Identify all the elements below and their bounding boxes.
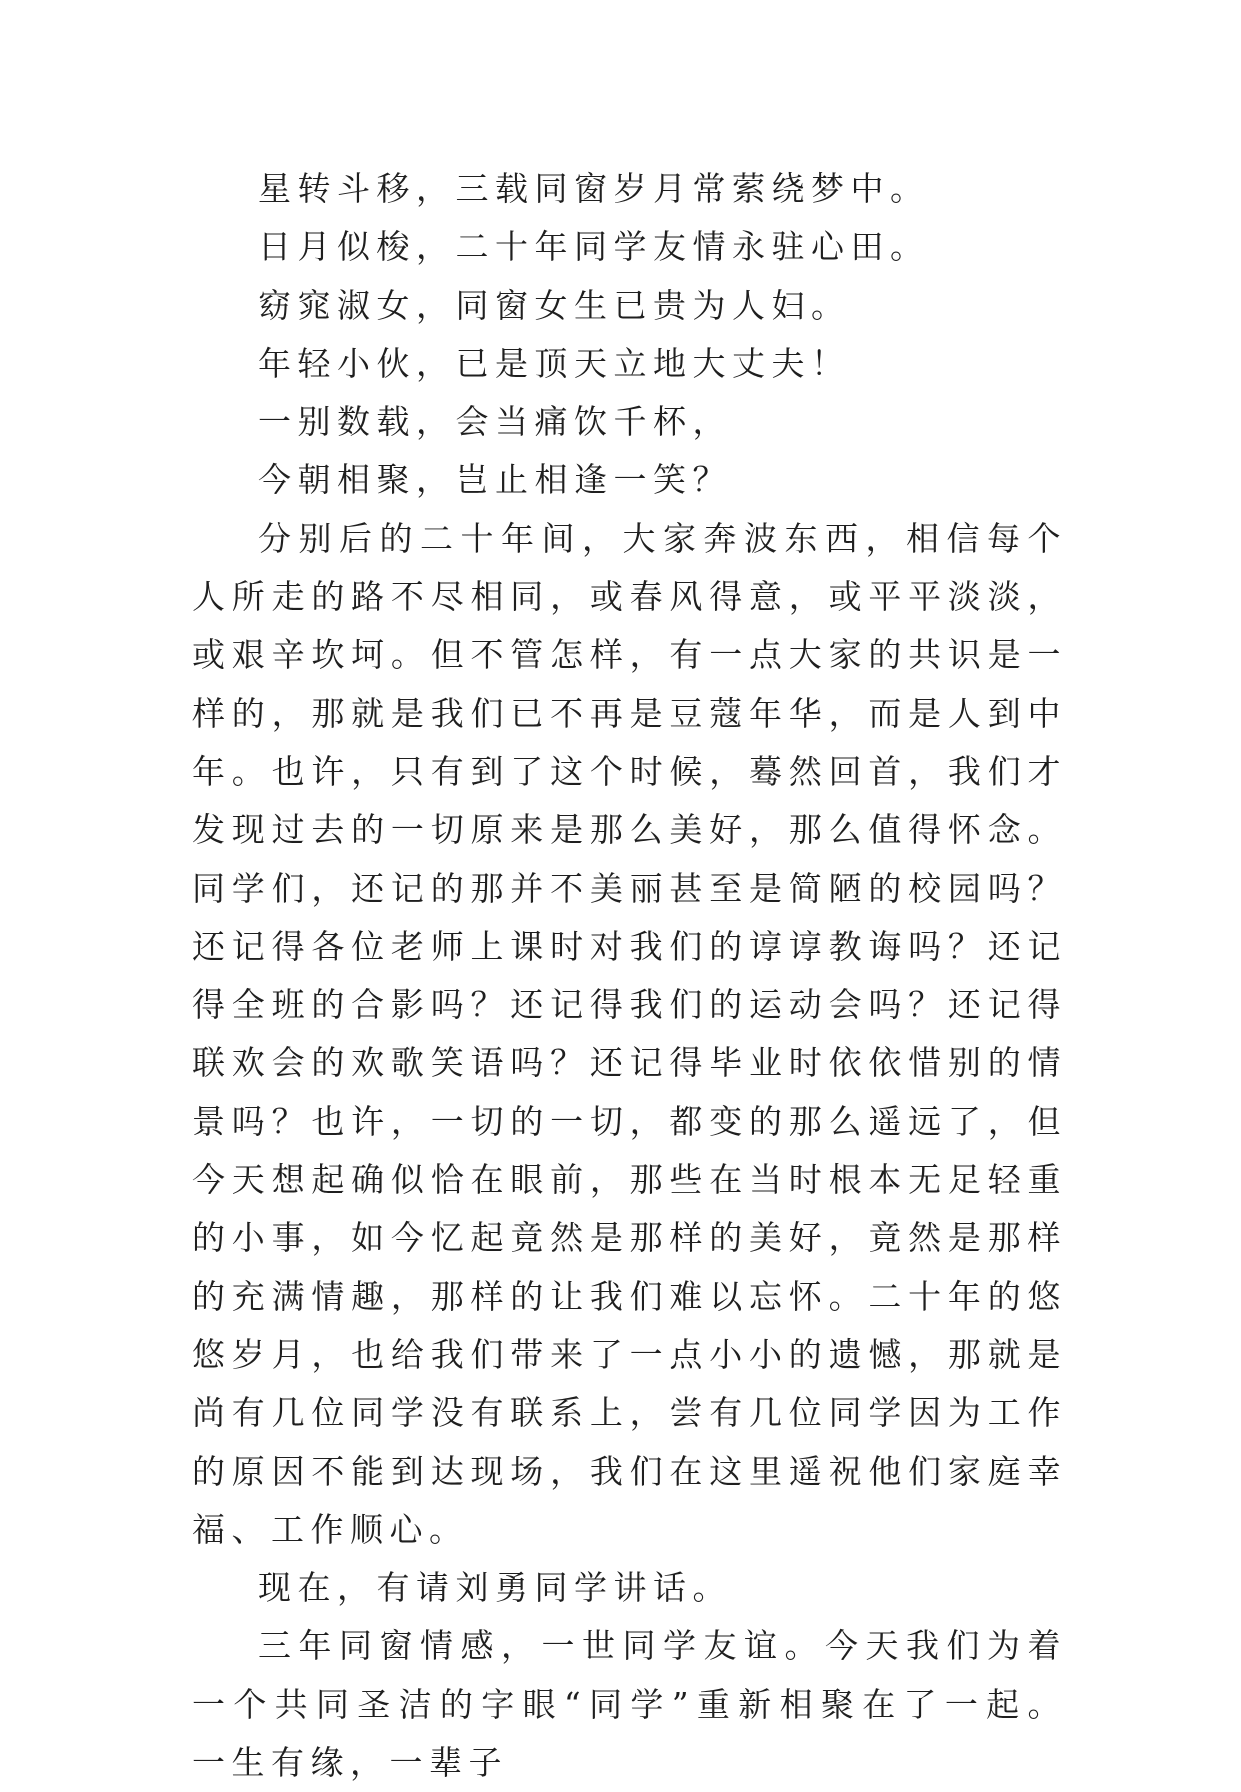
- body-text: [192, 160, 1067, 1792]
- paragraph-5: 一别数载，会当痛饮千杯，: [258, 402, 732, 442]
- paragraph-2: 日月似梭，二十年同学友情永驻心田。: [258, 227, 930, 267]
- paragraph-8: 现在，有请刘勇同学讲话。: [258, 1568, 732, 1608]
- paragraph-9: 三年同窗情感，一世同学友谊。今天我们为着一个共同圣洁的字眼“同学”重新相聚在了一起。一生有缘，一辈子: [192, 1626, 1067, 1783]
- paragraph-3: 窈窕淑女，同窗女生已贵为人妇。: [258, 285, 851, 325]
- paragraph-1: 星转斗移，三载同窗岁月常萦绕梦中。: [258, 169, 930, 208]
- paragraph-4: 年轻小伙，已是顶天立地大丈夫！: [258, 343, 851, 383]
- paragraph-7: 分别后的二十年间，大家奔波东西，相信每个人所走的路不尽相同，或春风得意，或平平淡淡，或艰辛坎坷。但不管怎样，有一点大家的共识是一样的，那就是我们已不再是豆蔻年华，而是人到中年。也许，只有到了这个时候，蓦然回首，我们才发现过去的一切原来是那么美好，那么值得怀念。同学们，还记的那并不美丽甚至是简陋的校园吗？还记得各位老师上课时对我们的谆谆教诲吗？还记得全班的合影吗？还记得我们的运动会吗？还记得联欢会的欢歌笑语吗？还记得毕业时依依惜别的情景吗？也许，一切的一切，都变的那么遥远了，但今天想起确似恰在眼前，那些在当时根本无足轻重的小事，如今忆起竟然是那样的美好，竟然是那样的充满情趣，那样的让我们难以忘怀。二十年的悠悠岁月，也给我们带来了一点小小的遗憾，那就是尚有几位同学没有联系上，尝有几位同学因为工作的原因不能到达现场，我们在这里遥祝他们家庭幸福、工作顺心。: [192, 518, 1067, 1549]
- paragraph-6: 今朝相聚，岂止相逢一笑？: [258, 460, 732, 500]
